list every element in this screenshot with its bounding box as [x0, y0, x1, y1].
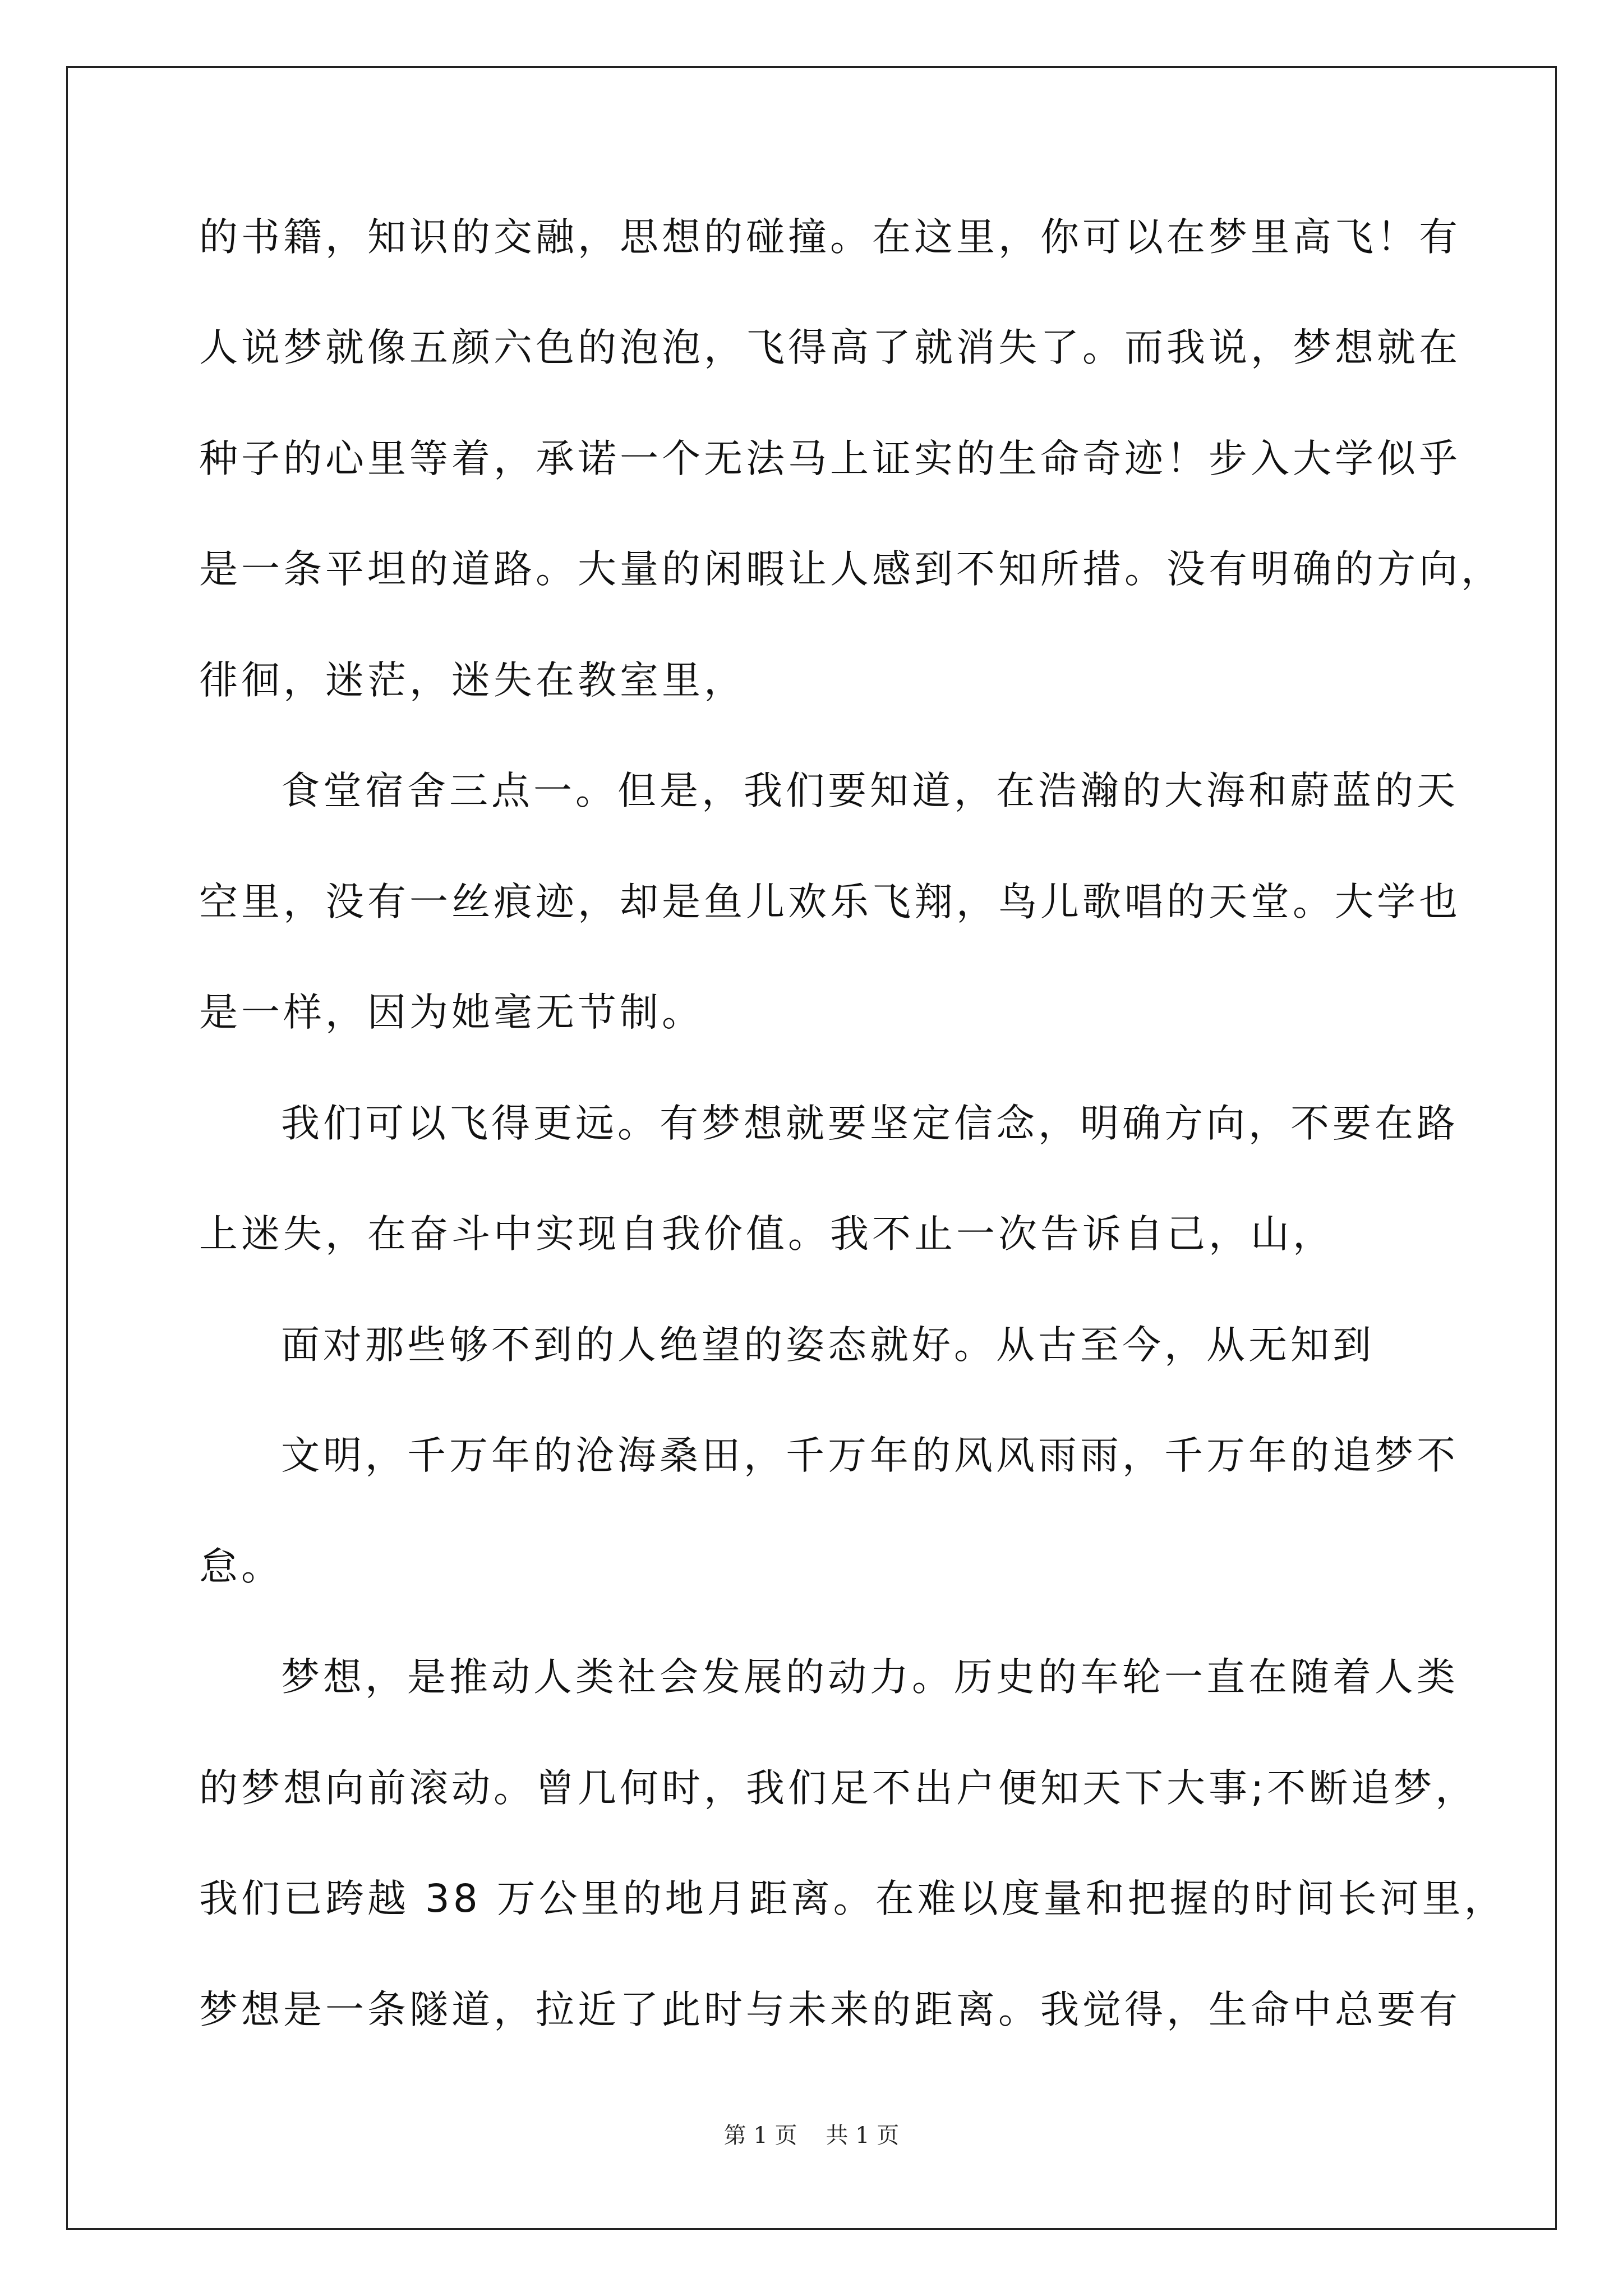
text-line-3: 种子的心里等着，承诺一个无法马上证实的生命奇迹！步入大学似乎	[199, 436, 1461, 481]
page-footer	[0, 2118, 1623, 2150]
text-line-17: 梦想是一条隧道，拉近了此时与未来的距离。我觉得，生命中总要有	[199, 1987, 1461, 2032]
text-line-2: 人说梦就像五颜六色的泡泡，飞得高了就消失了。而我说，梦想就在	[199, 325, 1461, 370]
text-line-5: 徘徊，迷茫，迷失在教室里，	[199, 658, 746, 703]
text-line-6: 食堂宿舍三点一。但是，我们要知道，在浩瀚的大海和蔚蓝的天	[281, 769, 1459, 813]
text-line-13: 怠。	[199, 1544, 283, 1589]
text-line-11: 面对那些够不到的人绝望的姿态就好。从古至今，从无知到	[281, 1323, 1375, 1368]
text-line-14: 梦想，是推动人类社会发展的动力。历史的车轮一直在随着人类	[281, 1655, 1459, 1700]
text-line-7: 空里，没有一丝痕迹，却是鱼儿欢乐飞翔，鸟儿歌唱的天堂。大学也	[199, 880, 1461, 924]
text-line-15: 的梦想向前滚动。曾几何时，我们足不出户便知天下大事;不断追梦，	[199, 1766, 1478, 1811]
text-line-16: 我们已跨越 38 万公里的地月距离。在难以度量和把握的时间长河里，	[199, 1876, 1506, 1921]
text-line-4: 是一条平坦的道路。大量的闲暇让人感到不知所措。没有明确的方向，	[199, 547, 1503, 592]
text-line-9: 我们可以飞得更远。有梦想就要坚定信念，明确方向，不要在路	[281, 1101, 1459, 1146]
page-total: 共 1 页	[826, 2123, 900, 2148]
text-line-10: 上迷失，在奋斗中实现自我价值。我不止一次告诉自己，山，	[199, 1212, 1335, 1257]
page-number: 第 1 页	[723, 2123, 797, 2148]
text-line-1: 的书籍，知识的交融，思想的碰撞。在这里，你可以在梦里高飞！有	[199, 215, 1461, 260]
text-line-12: 文明，千万年的沧海桑田，千万年的风风雨雨，千万年的追梦不	[281, 1433, 1459, 1478]
text-line-8: 是一样，因为她毫无节制。	[199, 990, 704, 1035]
